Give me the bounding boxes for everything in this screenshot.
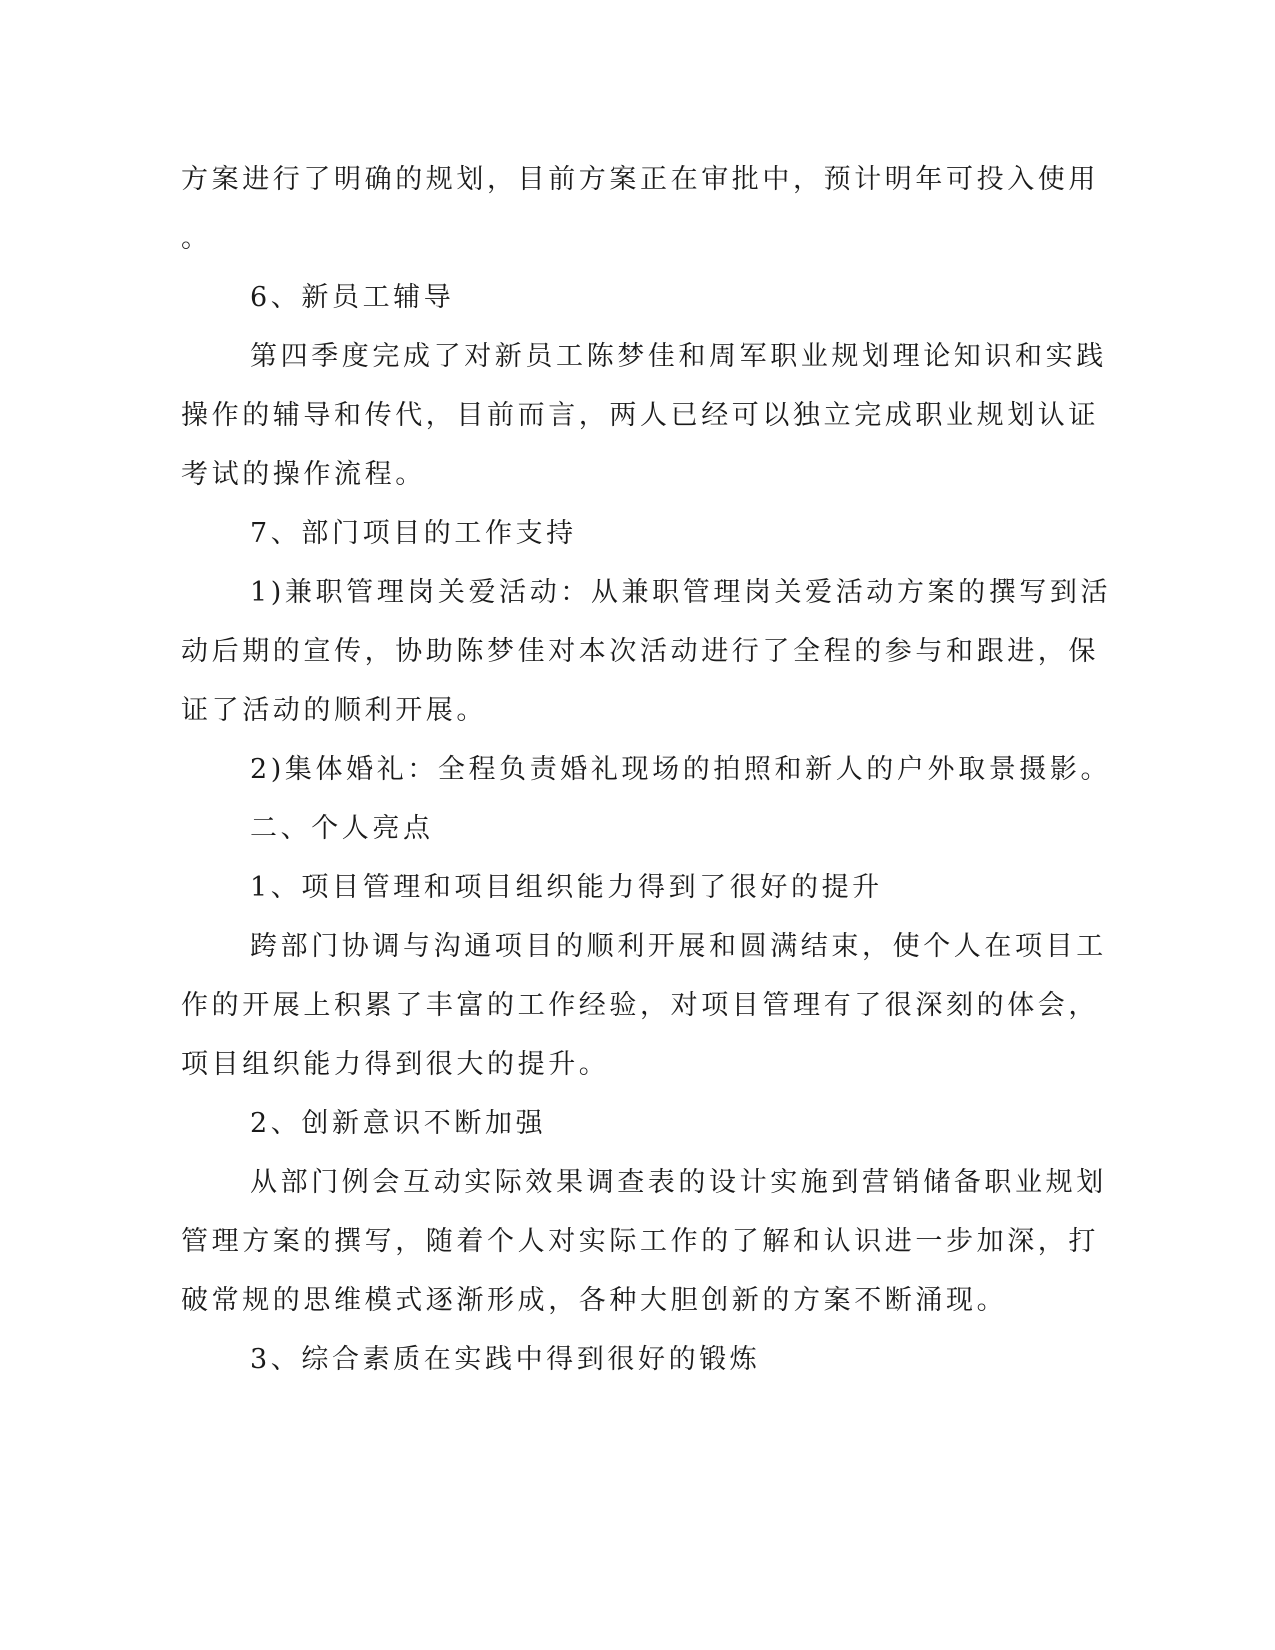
section-heading: 6、新员工辅导 bbox=[250, 282, 455, 313]
body-text-line: 作的开展上积累了丰富的工作经验，对项目管理有了很深刻的体会， bbox=[181, 990, 1099, 1021]
body-text-line: 方案进行了明确的规划，目前方案正在审批中，预计明年可投入使用 bbox=[181, 164, 1099, 195]
body-text-line: 破常规的思维模式逐渐形成，各种大胆创新的方案不断涌现。 bbox=[181, 1285, 1008, 1316]
body-text-line: 管理方案的撰写，随着个人对实际工作的了解和认识进一步加深，打 bbox=[181, 1226, 1099, 1257]
subsection-heading: 1、项目管理和项目组织能力得到了很好的提升 bbox=[250, 872, 883, 903]
subsection-heading: 3、综合素质在实践中得到很好的锻炼 bbox=[250, 1344, 761, 1375]
paragraph-start: 1)兼职管理岗关爱活动：从兼职管理岗关爱活动方案的撰写到活 bbox=[250, 577, 1112, 608]
section-heading: 二、个人亮点 bbox=[250, 813, 434, 844]
paragraph-start: 2)集体婚礼：全程负责婚礼现场的拍照和新人的户外取景摄影。 bbox=[250, 754, 1112, 785]
body-text-line: 。 bbox=[181, 223, 212, 254]
body-text-line: 项目组织能力得到很大的提升。 bbox=[181, 1049, 610, 1080]
body-text-line: 证了活动的顺利开展。 bbox=[181, 695, 487, 726]
paragraph-start: 从部门例会互动实际效果调查表的设计实施到营销储备职业规划 bbox=[250, 1167, 1107, 1198]
section-heading: 7、部门项目的工作支持 bbox=[250, 518, 577, 549]
subsection-heading: 2、创新意识不断加强 bbox=[250, 1108, 547, 1139]
body-text-line: 操作的辅导和传代，目前而言，两人已经可以独立完成职业规划认证 bbox=[181, 400, 1099, 431]
body-text-line: 动后期的宣传，协助陈梦佳对本次活动进行了全程的参与和跟进，保 bbox=[181, 636, 1099, 667]
paragraph-start: 跨部门协调与沟通项目的顺利开展和圆满结束，使个人在项目工 bbox=[250, 931, 1107, 962]
paragraph-start: 第四季度完成了对新员工陈梦佳和周军职业规划理论知识和实践 bbox=[250, 341, 1107, 372]
body-text-line: 考试的操作流程。 bbox=[181, 459, 426, 490]
